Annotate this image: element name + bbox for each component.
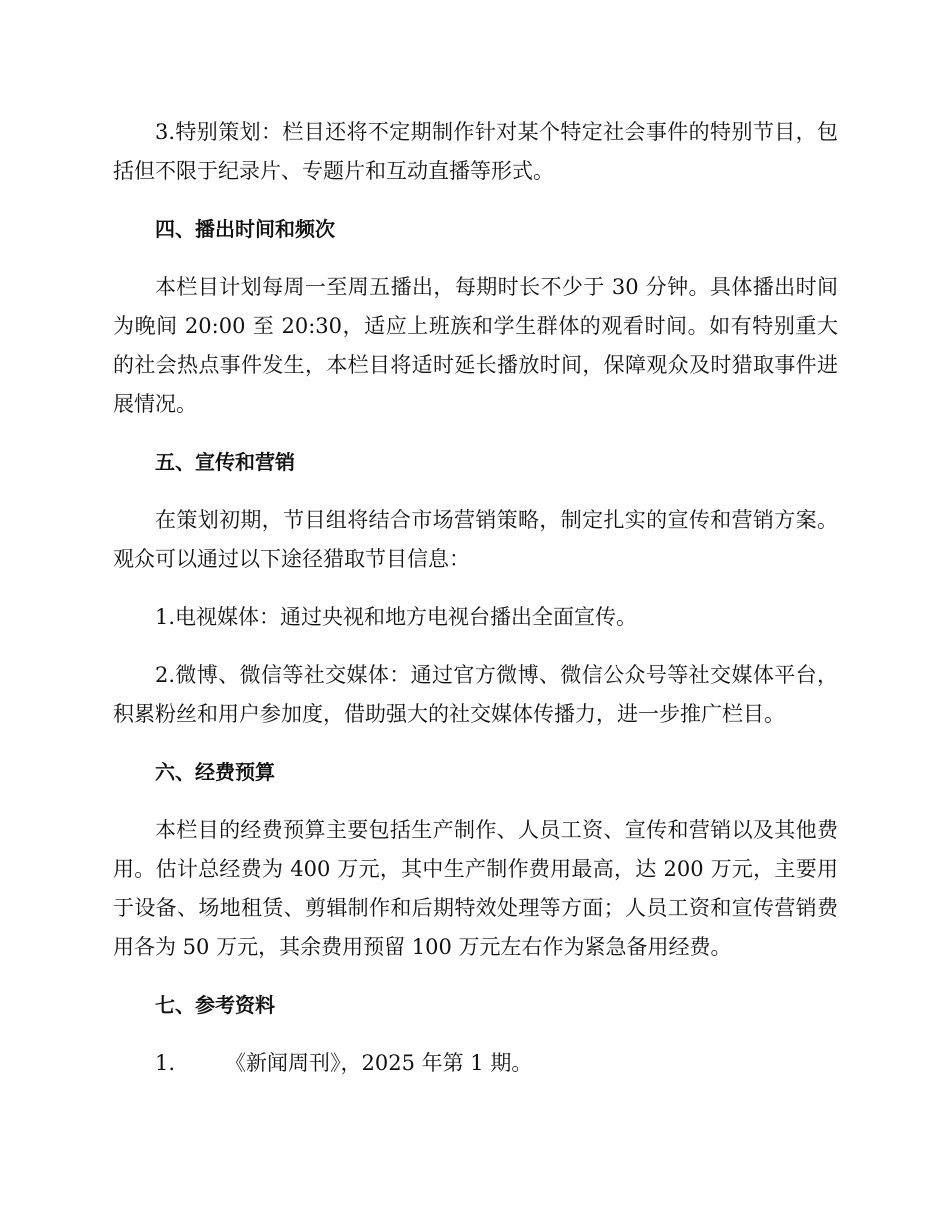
- broadcast-time-paragraph: 本栏目计划每周一至周五播出，每期时长不少于 30 分钟。具体播出时间为晚间 20:00 至 20:30，适应上班族和学生群体的观看时间。如有特别重大的社会热点事件发生，本栏目将适时延长播放时间，保障观众及时猎取事件进展情况。: [113, 275, 838, 416]
- reference-number: 1.: [155, 1051, 176, 1075]
- section-heading-promotion: 五、宣传和营销: [155, 450, 295, 474]
- section-heading-broadcast-time: 四、播出时间和频次: [155, 217, 335, 241]
- budget-paragraph: 本栏目的经费预算主要包括生产制作、人员工资、宣传和营销以及其他费用。估计总经费为 400 万元，其中生产制作费用最高，达 200 万元，主要用于设备、场地租赁、剪辑制作和后期特效处理等方面；人员工资和宣传营销费用各为 50 万元，其余费用预留 100 万元左右作为紧急备用经费。: [113, 818, 838, 959]
- promotion-item-social: 2.微博、微信等社交媒体：通过官方微博、微信公众号等社交媒体平台，积累粉丝和用户参加度，借助强大的社交媒体传播力，进一步推广栏目。: [113, 663, 838, 726]
- section-heading-references: 七、参考资料: [155, 993, 275, 1017]
- section-heading-budget: 六、经费预算: [155, 760, 275, 784]
- reference-item: [113, 1044, 838, 1083]
- promotion-intro-paragraph: 在策划初期，节目组将结合市场营销策略，制定扎实的宣传和营销方案。观众可以通过以下途径猎取节目信息：: [113, 508, 838, 571]
- promotion-item-tv: 1.电视媒体：通过央视和地方电视台播出全面宣传。: [155, 605, 638, 629]
- special-planning-paragraph: 3.特别策划：栏目还将不定期制作针对某个特定社会事件的特别节目，包括但不限于纪录片、专题片和互动直播等形式。: [113, 120, 838, 183]
- document-body: [113, 113, 838, 1083]
- reference-text: 《新闻周刊》，2025 年第 1 期。: [225, 1051, 533, 1075]
